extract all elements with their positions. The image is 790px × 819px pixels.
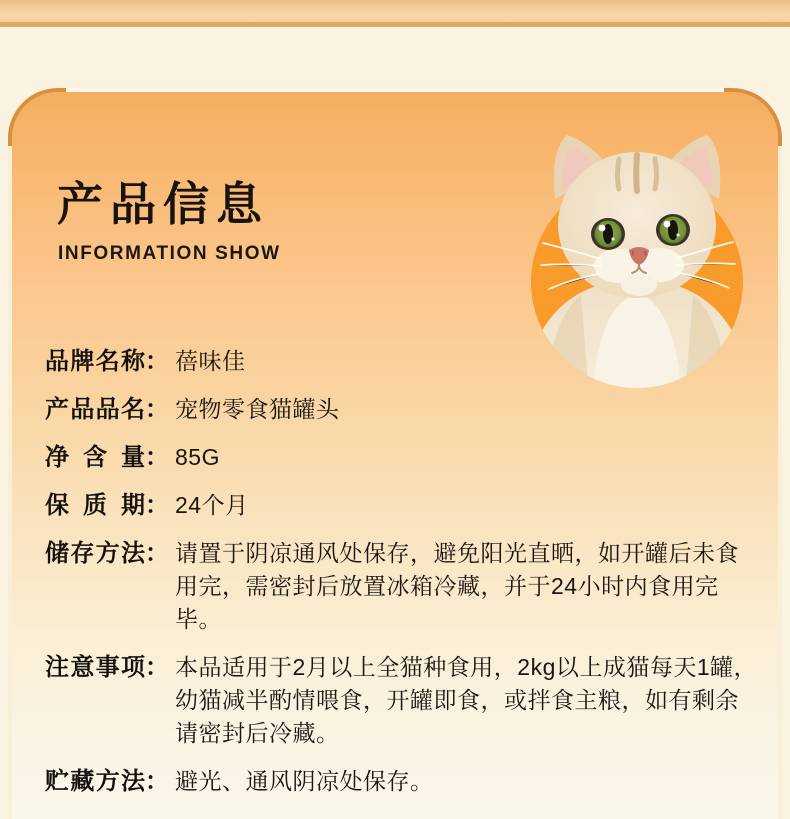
row-colon: ：	[145, 492, 169, 520]
row-colon: ：	[145, 348, 169, 376]
row-colon: ：	[145, 540, 169, 568]
row-label: 注意事项	[45, 654, 145, 682]
section-divider-bar	[0, 0, 790, 27]
card-corner-top-left	[8, 88, 66, 146]
row-value: 避光、通风阴凉处保存。	[175, 768, 434, 795]
row-label: 净含量	[45, 444, 145, 472]
info-row-product-name	[45, 393, 758, 426]
row-colon: ：	[145, 444, 169, 472]
info-row-keeping-method	[45, 765, 758, 798]
row-value: 本品适用于2月以上全猫种食用，2kg以上成猫每天1罐，幼猫减半酌情喂食，开罐即食，或拌食主粮，如有剩余请密封后冷藏。	[175, 654, 758, 747]
info-row-shelf-life	[45, 489, 758, 522]
product-info-card	[8, 88, 782, 819]
info-row-precautions	[45, 651, 758, 750]
row-value: 宠物零食猫罐头	[175, 396, 340, 423]
row-value: 24个月	[175, 492, 249, 519]
row-label: 保质期	[45, 492, 145, 520]
row-label: 储存方法	[45, 540, 145, 568]
product-info-list	[45, 345, 758, 798]
row-colon: ：	[145, 396, 169, 424]
row-colon: ：	[145, 654, 169, 682]
row-value: 85G	[175, 444, 220, 471]
row-label: 产品品名	[45, 396, 145, 424]
page-title: 产品信息	[57, 178, 269, 230]
row-colon: ：	[145, 768, 169, 796]
info-row-brand	[45, 345, 758, 378]
row-label: 贮藏方法	[45, 768, 145, 796]
card-content	[12, 180, 778, 798]
row-value: 蓓味佳	[175, 348, 246, 375]
info-row-storage-method	[45, 537, 758, 636]
page-subtitle: INFORMATION SHOW	[58, 243, 281, 265]
row-value: 请置于阴凉通风处保存，避免阳光直晒，如开罐后未食用完，需密封后放置冰箱冷藏，并于24小时内食用完毕。	[175, 540, 739, 633]
row-label: 品牌名称	[45, 348, 145, 376]
info-row-net-weight	[45, 441, 758, 474]
